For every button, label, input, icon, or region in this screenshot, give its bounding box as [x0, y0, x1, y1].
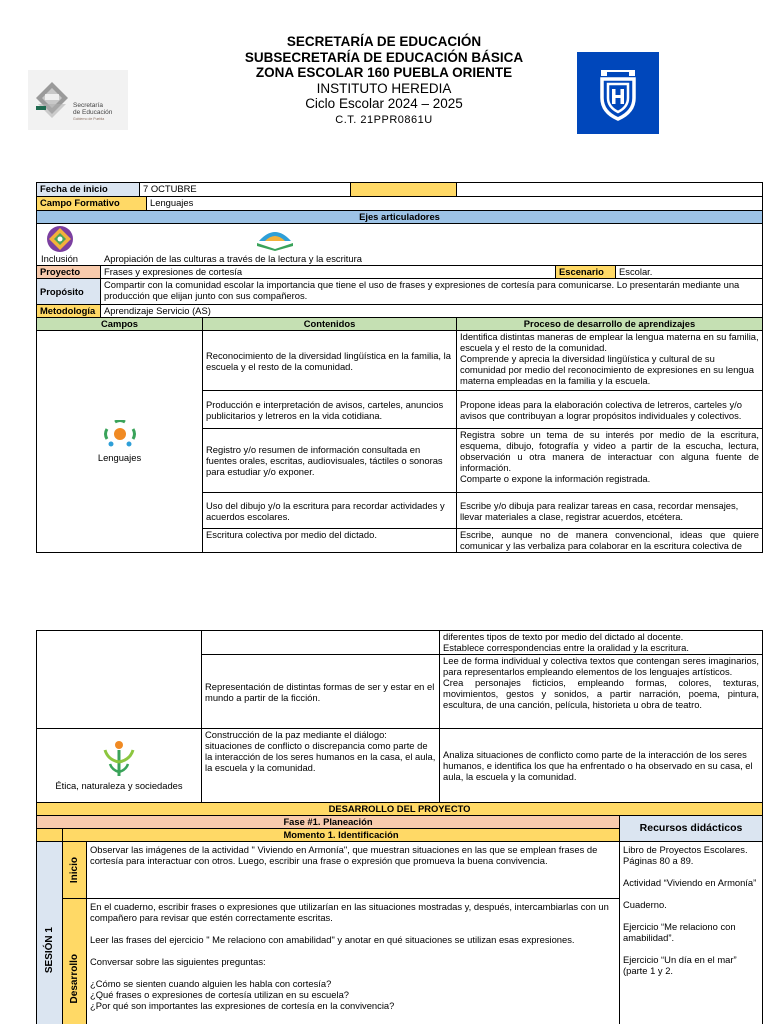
planning-table — [36, 182, 763, 553]
momento-gold-cell — [37, 829, 63, 842]
contenido-2: Producción e interpretación de avisos, carteles, anuncios publicitarios y letreros en la vida cotidiana. — [203, 391, 457, 429]
inclusion-icon — [46, 225, 74, 253]
proceso-3: Registra sobre un tema de su interés por medio de la escritura, esquema, dibujo, fotografía y video a partir de la escucha, lectura, observación u otra manera de interactuar con alguna fuente de información. Comparte o expone la información registrada. — [457, 429, 763, 493]
metodologia-value: Aprendizaje Servicio (AS) — [101, 305, 763, 318]
fecha-blank — [457, 183, 763, 197]
metodologia-label: Metodología — [37, 305, 101, 318]
proyecto-label: Proyecto — [37, 266, 101, 279]
ejes-row — [37, 224, 763, 266]
header-line-6: C.T. 21PPR0861U — [335, 113, 433, 126]
campo-formativo-label: Campo Formativo — [37, 197, 147, 211]
sesion-label: SESIÓN 1 — [44, 926, 55, 974]
proceso-2: Propone ideas para la elaboración colectiva de letreros, carteles y/o avisos que contribuyan a lograr propósitos individuales y colectivos. — [457, 391, 763, 429]
desarrollo-para-3: Conversar sobre las siguientes preguntas: — [90, 956, 266, 967]
project-table — [36, 630, 763, 1024]
header-line-3: ZONA ESCOLAR 160 PUEBLA ORIENTE — [255, 65, 513, 80]
recurso-5: Ejercicio “Un día en el mar” (parte 1 y 2. — [623, 954, 737, 976]
lenguajes-icon — [101, 420, 139, 450]
sep-logo-line2: de Educación — [73, 109, 113, 116]
recursos-list — [620, 842, 763, 1024]
header-line-4: INSTITUTO HEREDIA — [316, 80, 452, 96]
header-line-2: SUBSECRETARÍA DE EDUCACIÓN BÁSICA — [244, 49, 524, 65]
recurso-4: Ejercicio “Me relaciono con amabilidad”. — [623, 921, 736, 943]
campo-lenguajes-cont — [37, 631, 202, 655]
fecha-value: 7 OCTUBRE — [140, 183, 351, 197]
inicio-label: Inicio — [69, 856, 80, 884]
desarrollo-para-4: ¿Cómo se sienten cuando alguien les habla con cortesía? ¿Qué frases o expresiones de cortesía utilizan en su escuela? ¿Por qué son importantes las expresiones de cortesía en la convivencia? — [90, 978, 395, 1011]
etica-naturaleza-icon — [102, 740, 136, 778]
contenido-5: Escritura colectiva por medio del dictado. — [203, 529, 457, 553]
eje-lectura-escritura: Apropiación de las culturas a través de la lectura y la escritura — [104, 253, 362, 264]
col-proceso: Proceso de desarrollo de aprendizajes — [457, 318, 763, 331]
campo-etica-label: Ética, naturaleza y sociedades — [55, 780, 183, 791]
contenido-3: Registro y/o resumen de información consultada en fuentes orales, escritas, audiovisuales, táctiles o sonoras para estudiar y/o exponer. — [203, 429, 457, 493]
institute-logo — [577, 52, 659, 134]
campo-formativo-value: Lenguajes — [147, 197, 763, 211]
escenario-value: Escolar. — [616, 266, 763, 279]
col-contenidos: Contenidos — [203, 318, 457, 331]
desarrollo-para-2: Leer las frases del ejercicio " Me relaciono con amabilidad" y anotar en qué situaciones se utilizan esas expresiones. — [90, 934, 575, 945]
proceso-5-cont: diferentes tipos de texto por medio del dictado al docente. Establece correspondencias entre la oralidad y la escritura. — [440, 631, 763, 655]
campo-lenguajes-blank — [37, 655, 202, 729]
desarrollo-label: Desarrollo — [69, 953, 80, 1004]
ejes-title: Ejes articuladores — [37, 211, 763, 224]
proceso-5: Escribe, aunque no de manera convencional, ideas que quiere comunicar y las verbaliza para colaborar en la escritura colectiva de — [457, 529, 763, 553]
contenido-representacion: Representación de distintas formas de ser y estar en el mundo a partir de la ficción. — [202, 655, 440, 729]
contenido-5-cont — [202, 631, 440, 655]
proposito-label: Propósito — [37, 279, 101, 305]
desarrollo-text — [87, 899, 620, 1024]
proyecto-value: Frases y expresiones de cortesía — [101, 266, 556, 279]
campo-lenguajes — [37, 331, 203, 553]
inicio-text: Observar las imágenes de la actividad " Viviendo en Armonía", que muestran situaciones en las que se emplean frases de cortesía para interactuar con otros. Luego, escribir una frase o expresión que promueva la buena convivencia. — [87, 842, 620, 899]
page-2 — [0, 600, 768, 1024]
inicio-cell — [63, 842, 87, 899]
desarrollo-proyecto-title: DESARROLLO DEL PROYECTO — [37, 803, 763, 816]
campo-lenguajes-label: Lenguajes — [97, 452, 142, 463]
eje-inclusion: Inclusión — [41, 253, 79, 264]
recurso-1: Libro de Proyectos Escolares. Páginas 80 a 89. — [623, 844, 748, 866]
shield-h-icon — [577, 52, 659, 134]
desarrollo-para-1: En el cuaderno, escribir frases o expresiones que utilizarían en las situaciones mostradas y, después, intercambiarlas con un compañero para revisar que estén correctamente escritas. — [90, 901, 609, 923]
fase-title: Fase #1. Planeación — [37, 816, 620, 829]
fecha-label: Fecha de inicio — [37, 183, 140, 197]
col-campos: Campos — [37, 318, 203, 331]
proceso-representacion: Lee de forma individual y colectiva textos que contengan seres imaginarios, para representarlos empleando elementos de los lenguajes artísticos. Crea personajes ficticios, empleando formas, colores, texturas, movimientos, gestos y sonidos, a partir narración, poema, pintura, escultura, de una canción, película, historieta u obra de teatro. — [440, 655, 763, 729]
lectura-escritura-icon — [255, 225, 295, 251]
header-line-5: Ciclo Escolar 2024 – 2025 — [305, 96, 463, 111]
proposito-value: Compartir con la comunidad escolar la importancia que tiene el uso de frases y expresiones de cortesía para comunicarse. Lo presentarán mediante una producción que elijan junto con sus compañeros. — [101, 279, 763, 305]
contenido-etica: Construcción de la paz mediante el diálogo: situaciones de conflicto o discrepancia como parte de la interacción de los seres humanos en la casa, el aula, la escuela y la comunidad. — [202, 729, 440, 803]
desarrollo-cell — [63, 899, 87, 1024]
campo-etica — [37, 729, 202, 803]
contenido-1: Reconocimiento de la diversidad lingüística en la familia, la escuela y el resto de la comunidad. — [203, 331, 457, 391]
proceso-1: Identifica distintas maneras de emplear la lengua materna en su familia, escuela y el resto de la comunidad. Comprende y aprecia la diversidad lingüística y cultural de su comunidad por medio del reconocimiento de expresiones en su lengua materna empleadas en la familia y la escuela. — [457, 331, 763, 391]
proceso-4: Escribe y/o dibuja para realizar tareas en casa, recordar mensajes, llevar materiales a clase, registrar acuerdos, etcétera. — [457, 493, 763, 529]
recurso-3: Cuaderno. — [623, 899, 667, 910]
escenario-label: Escenario — [556, 266, 616, 279]
contenido-4: Uso del dibujo y/o la escritura para recordar actividades y acuerdos escolares. — [203, 493, 457, 529]
proceso-etica: Analiza situaciones de conflicto como parte de la interacción de los seres humanos, e identifica los que ha enfrentado o ha observado en su casa, el aula, la escuela y la comunidad. — [440, 729, 763, 803]
sesion-cell — [37, 842, 63, 1024]
sep-logo-line1: Secretaría — [73, 102, 103, 109]
header-line-1: SECRETARÍA DE EDUCACIÓN — [286, 34, 482, 49]
momento-title: Momento 1. Identificación — [63, 829, 620, 842]
sep-logo-line3: Gobierno de Puebla — [73, 117, 105, 121]
recursos-title: Recursos didácticos — [620, 816, 763, 842]
recurso-2: Actividad “Viviendo en Armonía” — [623, 877, 757, 888]
fecha-blank-gold — [351, 183, 457, 197]
